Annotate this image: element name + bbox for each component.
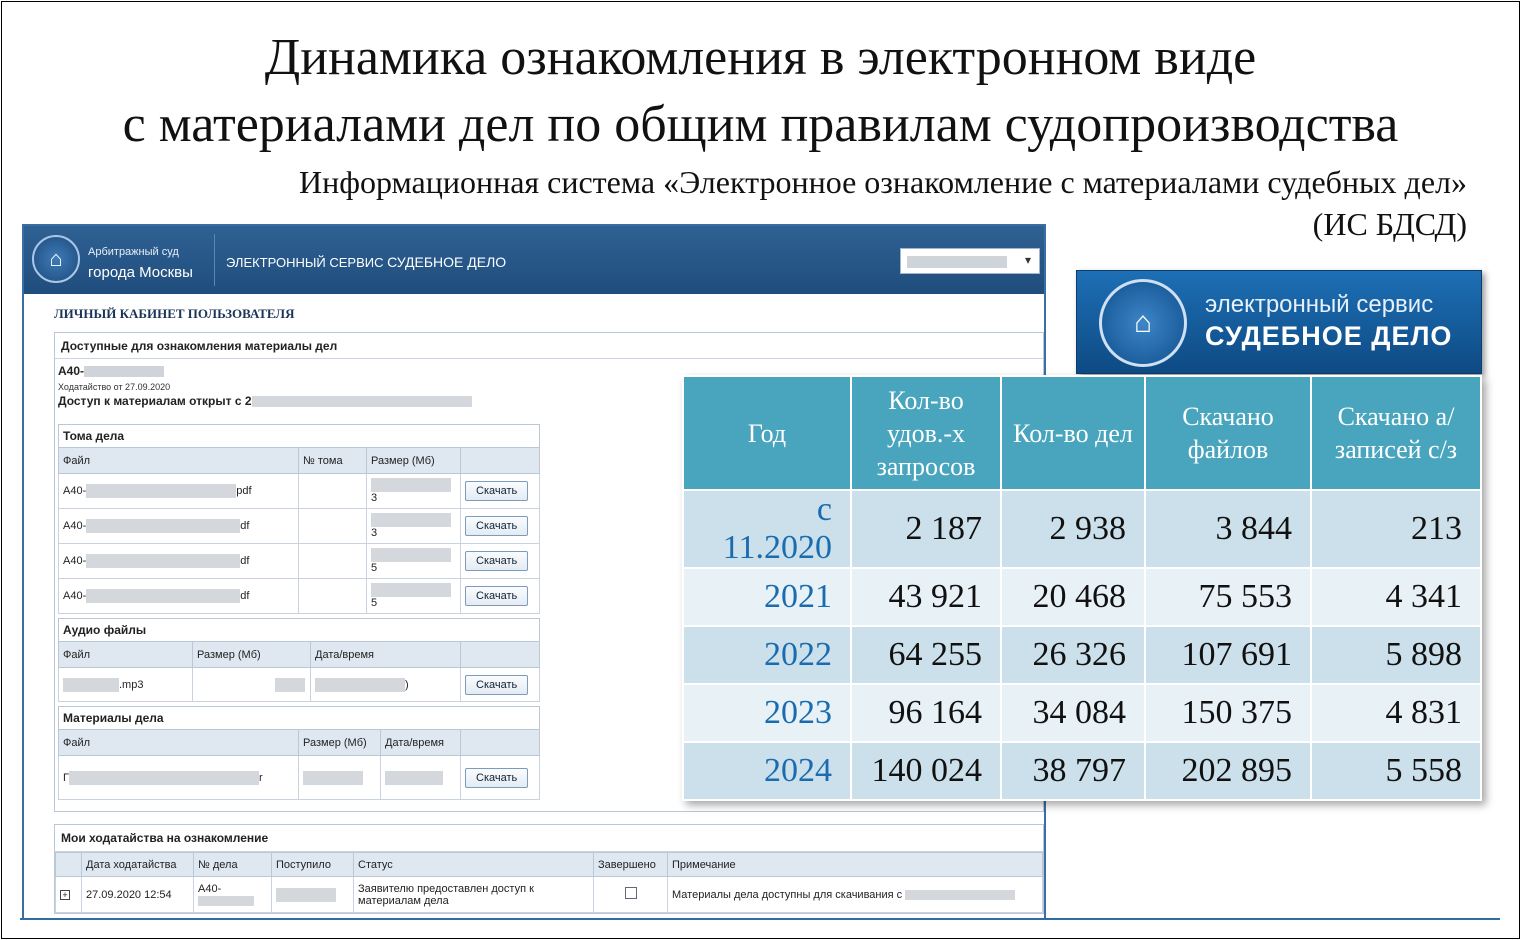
petition-date-cell: 27.09.2020 12:54 xyxy=(82,877,194,913)
col-audio: Скачано а/записей с/з xyxy=(1311,376,1481,490)
redacted-size xyxy=(371,513,451,527)
service-title xyxy=(226,254,506,270)
file-head: Г xyxy=(63,771,69,784)
size-tail: 5 xyxy=(371,597,378,609)
action-cell xyxy=(461,509,540,544)
size-cell xyxy=(299,756,381,800)
stats-row xyxy=(683,490,1481,568)
col-datetime: Дата/время xyxy=(311,642,461,668)
col-cases: Кол-во дел xyxy=(1001,376,1145,490)
completed-cell xyxy=(594,877,668,913)
note-cell xyxy=(668,877,1043,913)
audio-cell: 213 xyxy=(1311,490,1481,568)
col-volume: № тома xyxy=(299,448,367,474)
download-button[interactable]: Скачать xyxy=(465,586,528,606)
download-button[interactable]: Скачать xyxy=(465,481,528,501)
stats-row xyxy=(683,568,1481,626)
year-cell: с 11.2020 xyxy=(683,490,851,568)
court-emblem-icon: ⌂ xyxy=(1099,279,1187,367)
service-prefix: ЭЛЕКТРОННЫЙ СЕРВИС xyxy=(226,255,384,270)
redacted-size xyxy=(371,478,451,492)
file-suffix: .mp3 xyxy=(119,678,144,691)
bottom-rule xyxy=(20,918,1500,920)
year-cell: 2023 xyxy=(683,684,851,742)
file-prefix: А40- xyxy=(63,484,87,497)
statistics-table xyxy=(682,375,1482,801)
service-name: СУДЕБНОЕ ДЕЛО xyxy=(387,254,507,270)
volumes-title: Тома дела xyxy=(58,424,540,447)
datetime-tail: ) xyxy=(405,678,409,691)
download-button[interactable]: Скачать xyxy=(465,768,528,788)
action-cell xyxy=(461,544,540,579)
user-dropdown[interactable] xyxy=(900,248,1040,274)
file-cell xyxy=(59,474,299,509)
table-row xyxy=(59,668,540,702)
audio-cell: 4 831 xyxy=(1311,684,1481,742)
cabinet-title: ЛИЧНЫЙ КАБИНЕТ ПОЛЬЗОВАТЕЛЯ xyxy=(54,306,295,321)
file-prefix: А40- xyxy=(63,519,87,532)
stats-row xyxy=(683,684,1481,742)
materials-section xyxy=(58,706,540,800)
cases-cell: 2 938 xyxy=(1001,490,1145,568)
table-row xyxy=(59,579,540,614)
table-row xyxy=(59,544,540,579)
size-tail: 5 xyxy=(371,562,378,574)
audio-cell: 5 558 xyxy=(1311,742,1481,800)
court-name-line1: Арбитражный суд xyxy=(88,246,179,258)
stats-header-row xyxy=(683,376,1481,490)
col-action xyxy=(461,642,540,668)
cases-cell: 20 468 xyxy=(1001,568,1145,626)
col-requests: Кол-во удов.-х запросов xyxy=(851,376,1001,490)
available-materials-header: Доступные для ознакомления материалы дел xyxy=(55,333,1043,359)
file-prefix: А40- xyxy=(63,554,87,567)
file-cell xyxy=(59,668,193,702)
datetime-cell xyxy=(381,756,461,800)
col-action xyxy=(461,448,540,474)
requests-cell: 43 921 xyxy=(851,568,1001,626)
year-cell: 2024 xyxy=(683,742,851,800)
col-action xyxy=(461,730,540,756)
stats-row xyxy=(683,742,1481,800)
court-emblem-icon: ⌂ xyxy=(32,235,80,283)
col-file: Файл xyxy=(59,448,299,474)
status-cell: Заявителю предоставлен доступ к материалам дела xyxy=(354,877,594,913)
files-cell: 150 375 xyxy=(1145,684,1311,742)
col-expand xyxy=(56,853,82,877)
table-row xyxy=(59,509,540,544)
size-cell xyxy=(367,544,461,579)
col-datetime: Дата/время xyxy=(381,730,461,756)
year-cell: 2022 xyxy=(683,626,851,684)
portal-header xyxy=(24,226,1044,294)
redacted-received xyxy=(276,888,336,902)
materials-title: Материалы дела xyxy=(58,706,540,729)
col-year: Год xyxy=(683,376,851,490)
volumes-table xyxy=(58,447,540,614)
size-cell xyxy=(367,509,461,544)
redacted-file xyxy=(86,554,240,568)
col-size: Размер (Мб) xyxy=(367,448,461,474)
materials-table xyxy=(58,729,540,800)
access-opened-note xyxy=(58,394,472,408)
completed-checkbox[interactable] xyxy=(625,887,637,899)
file-suffix: df xyxy=(240,519,250,532)
col-note: Примечание xyxy=(668,853,1043,877)
file-tail: r xyxy=(258,771,263,784)
col-file: Файл xyxy=(59,642,193,668)
court-name-line2: города Москвы xyxy=(88,264,193,281)
size-tail: 3 xyxy=(371,527,378,539)
size-cell xyxy=(367,474,461,509)
col-petition-date: Дата ходатайства xyxy=(82,853,194,877)
file-suffix: df xyxy=(240,554,250,567)
file-prefix: А40- xyxy=(63,589,87,602)
file-cell xyxy=(59,509,299,544)
cases-cell: 34 084 xyxy=(1001,684,1145,742)
redacted-file xyxy=(69,771,259,785)
download-button[interactable]: Скачать xyxy=(465,551,528,571)
stats-row xyxy=(683,626,1481,684)
volumes-section xyxy=(58,424,540,614)
redacted-datetime xyxy=(315,678,405,692)
audio-cell: 5 898 xyxy=(1311,626,1481,684)
datetime-cell xyxy=(311,668,461,702)
redacted-size xyxy=(303,771,363,785)
expand-plus-icon[interactable]: + xyxy=(60,890,70,900)
redacted-note xyxy=(905,890,1015,900)
action-cell xyxy=(461,579,540,614)
action-cell xyxy=(461,668,540,702)
header-divider xyxy=(214,234,215,286)
files-cell: 107 691 xyxy=(1145,626,1311,684)
audio-section xyxy=(58,618,540,702)
petitions-panel xyxy=(54,824,1044,914)
audio-cell: 4 341 xyxy=(1311,568,1481,626)
banner-line2: СУДЕБНОЕ ДЕЛО xyxy=(1205,321,1453,351)
note-text: Материалы дела доступны для скачивания с xyxy=(672,888,903,901)
case-prefix: А40- xyxy=(58,364,85,378)
size-cell xyxy=(193,668,311,702)
case-number[interactable] xyxy=(58,364,164,378)
service-banner xyxy=(1076,270,1482,374)
action-cell xyxy=(461,756,540,800)
redacted-case-number xyxy=(84,366,164,377)
redacted-access-date xyxy=(252,396,472,407)
table-row xyxy=(59,756,540,800)
petitions-table xyxy=(55,852,1043,913)
year-cell: 2021 xyxy=(683,568,851,626)
cases-cell: 38 797 xyxy=(1001,742,1145,800)
redacted-size xyxy=(371,583,451,597)
table-row xyxy=(56,877,1043,913)
volume-cell xyxy=(299,474,367,509)
col-file: Файл xyxy=(59,730,299,756)
volume-cell xyxy=(299,544,367,579)
redacted-file xyxy=(63,678,119,692)
requests-cell: 2 187 xyxy=(851,490,1001,568)
chevron-down-icon: ▾ xyxy=(1024,253,1031,267)
col-status: Статус xyxy=(354,853,594,877)
action-cell xyxy=(461,474,540,509)
audio-title: Аудио файлы xyxy=(58,618,540,641)
slide-subtitle-line2: (ИС БДСД) xyxy=(1312,206,1467,242)
slide-title-line2: с материалами дел по общим правилам судопроизводства xyxy=(122,96,1399,153)
file-cell xyxy=(59,756,299,800)
requests-cell: 96 164 xyxy=(851,684,1001,742)
file-cell xyxy=(59,544,299,579)
slide-subtitle-line1: Информационная система «Электронное ознакомление с материалами судебных дел» xyxy=(298,164,1467,200)
col-size: Размер (Мб) xyxy=(193,642,311,668)
download-button[interactable]: Скачать xyxy=(465,516,528,536)
col-received: Поступило xyxy=(272,853,354,877)
redacted-datetime xyxy=(385,771,443,785)
banner-line1: электронный сервис xyxy=(1205,291,1434,318)
requests-cell: 140 024 xyxy=(851,742,1001,800)
redacted-file xyxy=(86,519,240,533)
volume-cell xyxy=(299,509,367,544)
size-tail: 3 xyxy=(371,492,378,504)
redacted-size xyxy=(371,548,451,562)
col-case-number: № дела xyxy=(194,853,272,877)
received-cell xyxy=(272,877,354,913)
slide-title-line1: Динамика ознакомления в электронном виде xyxy=(264,29,1257,86)
cases-cell: 26 326 xyxy=(1001,626,1145,684)
volume-cell xyxy=(299,579,367,614)
files-cell: 75 553 xyxy=(1145,568,1311,626)
case-prefix: А40- xyxy=(198,882,222,895)
redacted-case-number xyxy=(198,896,254,906)
file-cell xyxy=(59,579,299,614)
col-size: Размер (Мб) xyxy=(299,730,381,756)
redacted-file xyxy=(86,484,236,498)
file-suffix: pdf xyxy=(236,484,252,497)
access-label: Доступ к материалам открыт с 2 xyxy=(58,394,252,408)
redacted-file xyxy=(86,589,240,603)
size-cell xyxy=(367,579,461,614)
file-suffix: df xyxy=(240,589,250,602)
petitions-title: Мои ходатайства на ознакомление xyxy=(55,825,1043,852)
requests-cell: 64 255 xyxy=(851,626,1001,684)
download-button[interactable]: Скачать xyxy=(465,675,528,695)
table-row xyxy=(59,474,540,509)
redacted-username xyxy=(907,256,1007,268)
petition-date-note: Ходатайство от 27.09.2020 xyxy=(58,382,171,392)
redacted-size xyxy=(275,678,305,692)
files-cell: 202 895 xyxy=(1145,742,1311,800)
audio-table xyxy=(58,641,540,702)
case-number-cell xyxy=(194,877,272,913)
col-files: Скачано файлов xyxy=(1145,376,1311,490)
expand-cell xyxy=(56,877,82,913)
files-cell: 3 844 xyxy=(1145,490,1311,568)
col-completed: Завершено xyxy=(594,853,668,877)
